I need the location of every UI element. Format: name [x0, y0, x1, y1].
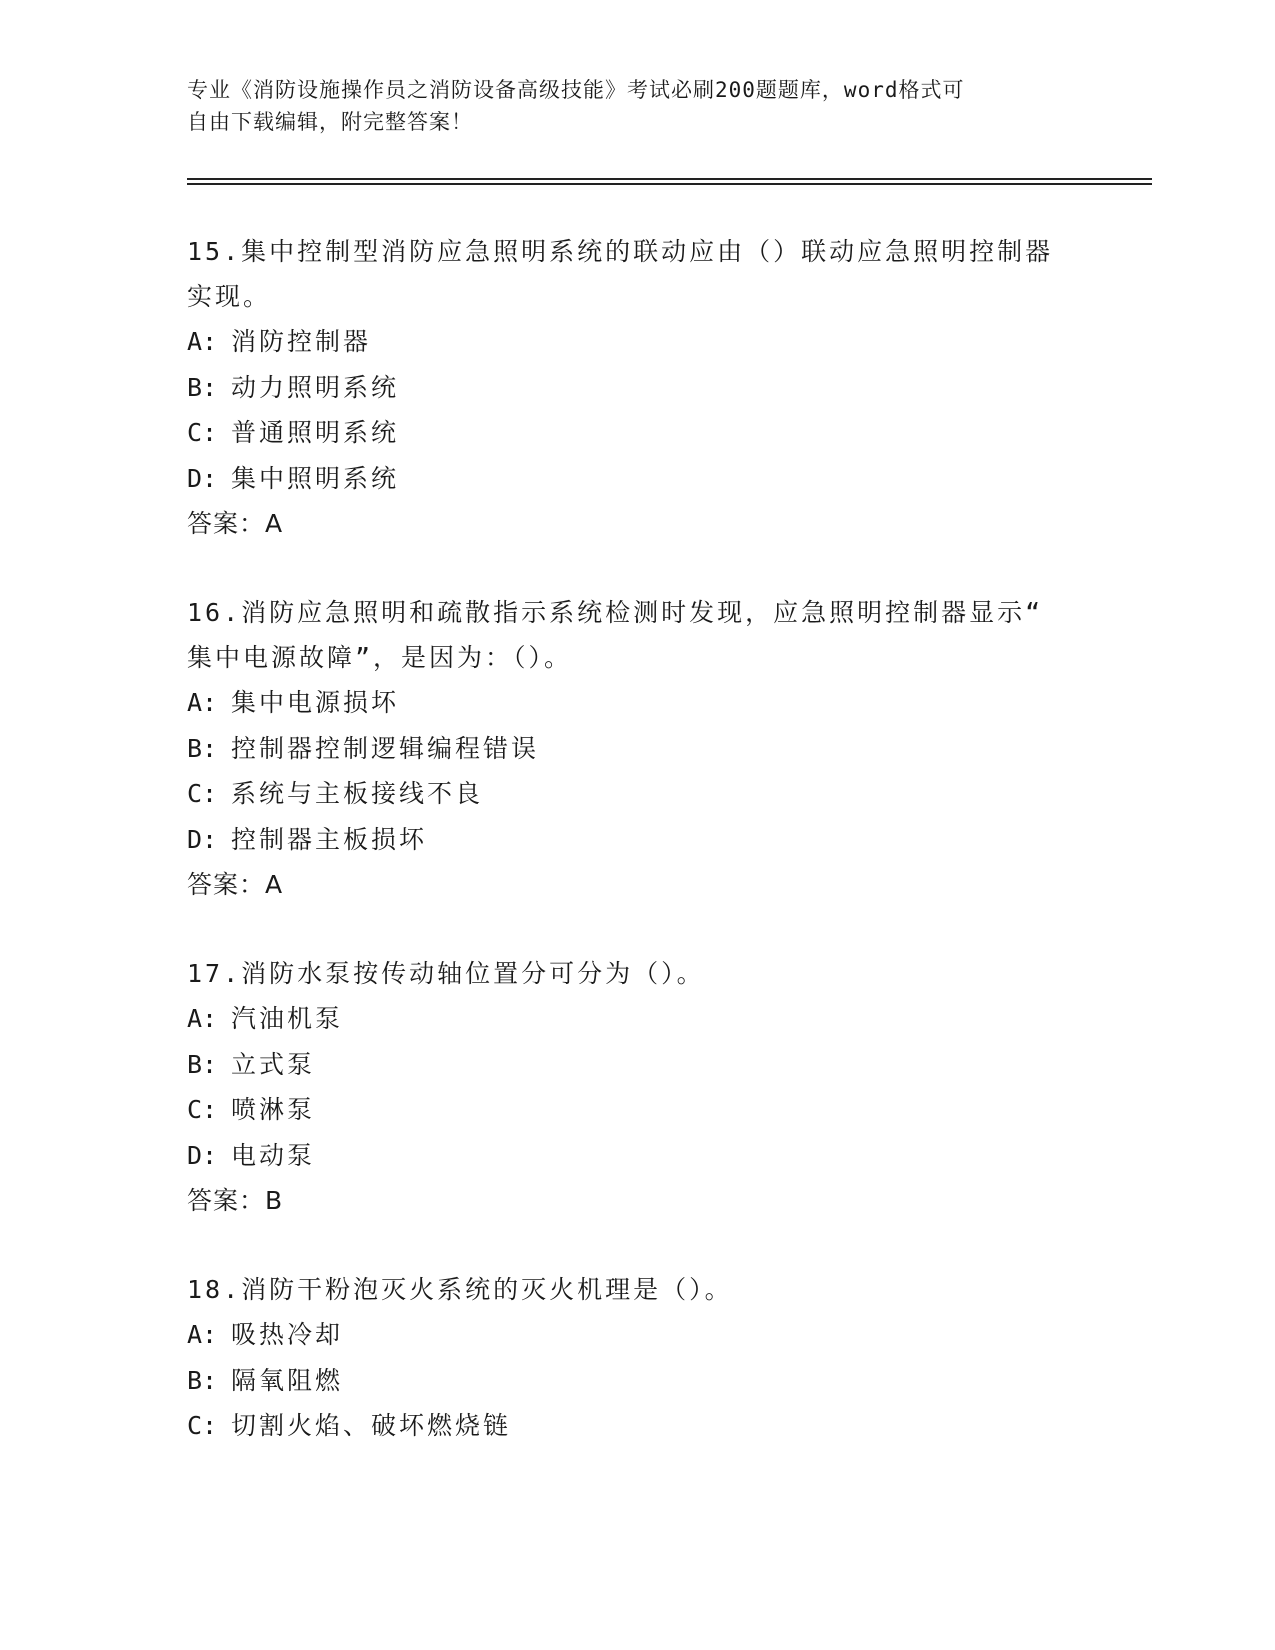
header-divider-top: [187, 178, 1152, 180]
option-letter: B:: [187, 1365, 218, 1395]
option-letter: C:: [187, 1411, 218, 1440]
option-text: 消防控制器: [231, 327, 372, 356]
option-text: 立式泵: [231, 1049, 316, 1079]
question-stem: [187, 1267, 1087, 1312]
question-stem-line: 16.消防应急照明和疏散指示系统检测时发现，应急照明控制器显示“: [187, 598, 1044, 627]
option-text: 系统与主板接线不良: [231, 779, 484, 808]
option-d: [187, 817, 1087, 863]
option-text: 吸热冷却: [231, 1320, 344, 1349]
question-16: [187, 590, 1087, 907]
question-15: [187, 229, 1087, 546]
option-a: [187, 680, 1087, 726]
document-header: [187, 74, 1067, 138]
question-list: [187, 229, 1087, 1493]
option-text: 隔氧阻燃: [231, 1365, 344, 1395]
question-stem: [187, 229, 1087, 319]
option-letter: B:: [187, 733, 218, 763]
header-line-1: 专业《消防设施操作员之消防设备高级技能》考试必刷200题题库，word格式可: [187, 78, 965, 102]
question-stem: [187, 590, 1087, 680]
option-text: 电动泵: [231, 1140, 316, 1170]
option-letter: D:: [187, 463, 218, 493]
question-17: [187, 951, 1087, 1223]
option-letter: A:: [187, 1004, 218, 1033]
option-letter: A:: [187, 327, 218, 356]
option-c: [187, 1087, 1087, 1133]
answer-label: 答案：A: [187, 870, 284, 899]
header-divider-bottom: [187, 183, 1152, 185]
question-stem-line: 18.消防干粉泡灭火系统的灭火机理是（）。: [187, 1275, 733, 1304]
header-line-2: 自由下载编辑，附完整答案！: [187, 110, 473, 134]
option-letter: B:: [187, 372, 218, 402]
question-stem-line: 15.集中控制型消防应急照明系统的联动应由（）联动应急照明控制器: [187, 237, 1054, 266]
option-b: [187, 1358, 1087, 1404]
option-d: [187, 1133, 1087, 1179]
option-a: [187, 319, 1087, 365]
option-text: 动力照明系统: [231, 372, 400, 402]
option-b: [187, 726, 1087, 772]
option-text: 控制器控制逻辑编程错误: [231, 733, 540, 763]
option-c: [187, 771, 1087, 817]
option-d: [187, 456, 1087, 502]
option-letter: D:: [187, 824, 218, 854]
question-stem-line: 17.消防水泵按传动轴位置分可分为（）。: [187, 959, 705, 988]
option-text: 喷淋泵: [231, 1095, 316, 1124]
option-a: [187, 1312, 1087, 1358]
option-c: [187, 410, 1087, 456]
answer-label: 答案：A: [187, 509, 284, 538]
option-letter: A:: [187, 1320, 218, 1349]
option-text: 普通照明系统: [231, 418, 400, 447]
option-letter: C:: [187, 418, 218, 447]
option-letter: C:: [187, 1095, 218, 1124]
question-stem: [187, 951, 1087, 996]
option-text: 汽油机泵: [231, 1004, 344, 1033]
option-text: 集中照明系统: [231, 463, 400, 493]
answer-label: 答案：B: [187, 1186, 284, 1215]
option-text: 集中电源损坏: [231, 688, 400, 717]
option-letter: B:: [187, 1049, 218, 1079]
question-stem-line: 集中电源故障”，是因为：（）。: [187, 643, 573, 672]
option-letter: D:: [187, 1140, 218, 1170]
option-b: [187, 365, 1087, 411]
option-c: [187, 1403, 1087, 1449]
option-letter: A:: [187, 688, 218, 717]
option-text: 切割火焰、破坏燃烧链: [231, 1411, 512, 1440]
question-stem-line: 实现。: [187, 282, 272, 311]
option-text: 控制器主板损坏: [231, 824, 428, 854]
option-a: [187, 996, 1087, 1042]
question-18: [187, 1267, 1087, 1449]
option-letter: C:: [187, 779, 218, 808]
option-b: [187, 1042, 1087, 1088]
